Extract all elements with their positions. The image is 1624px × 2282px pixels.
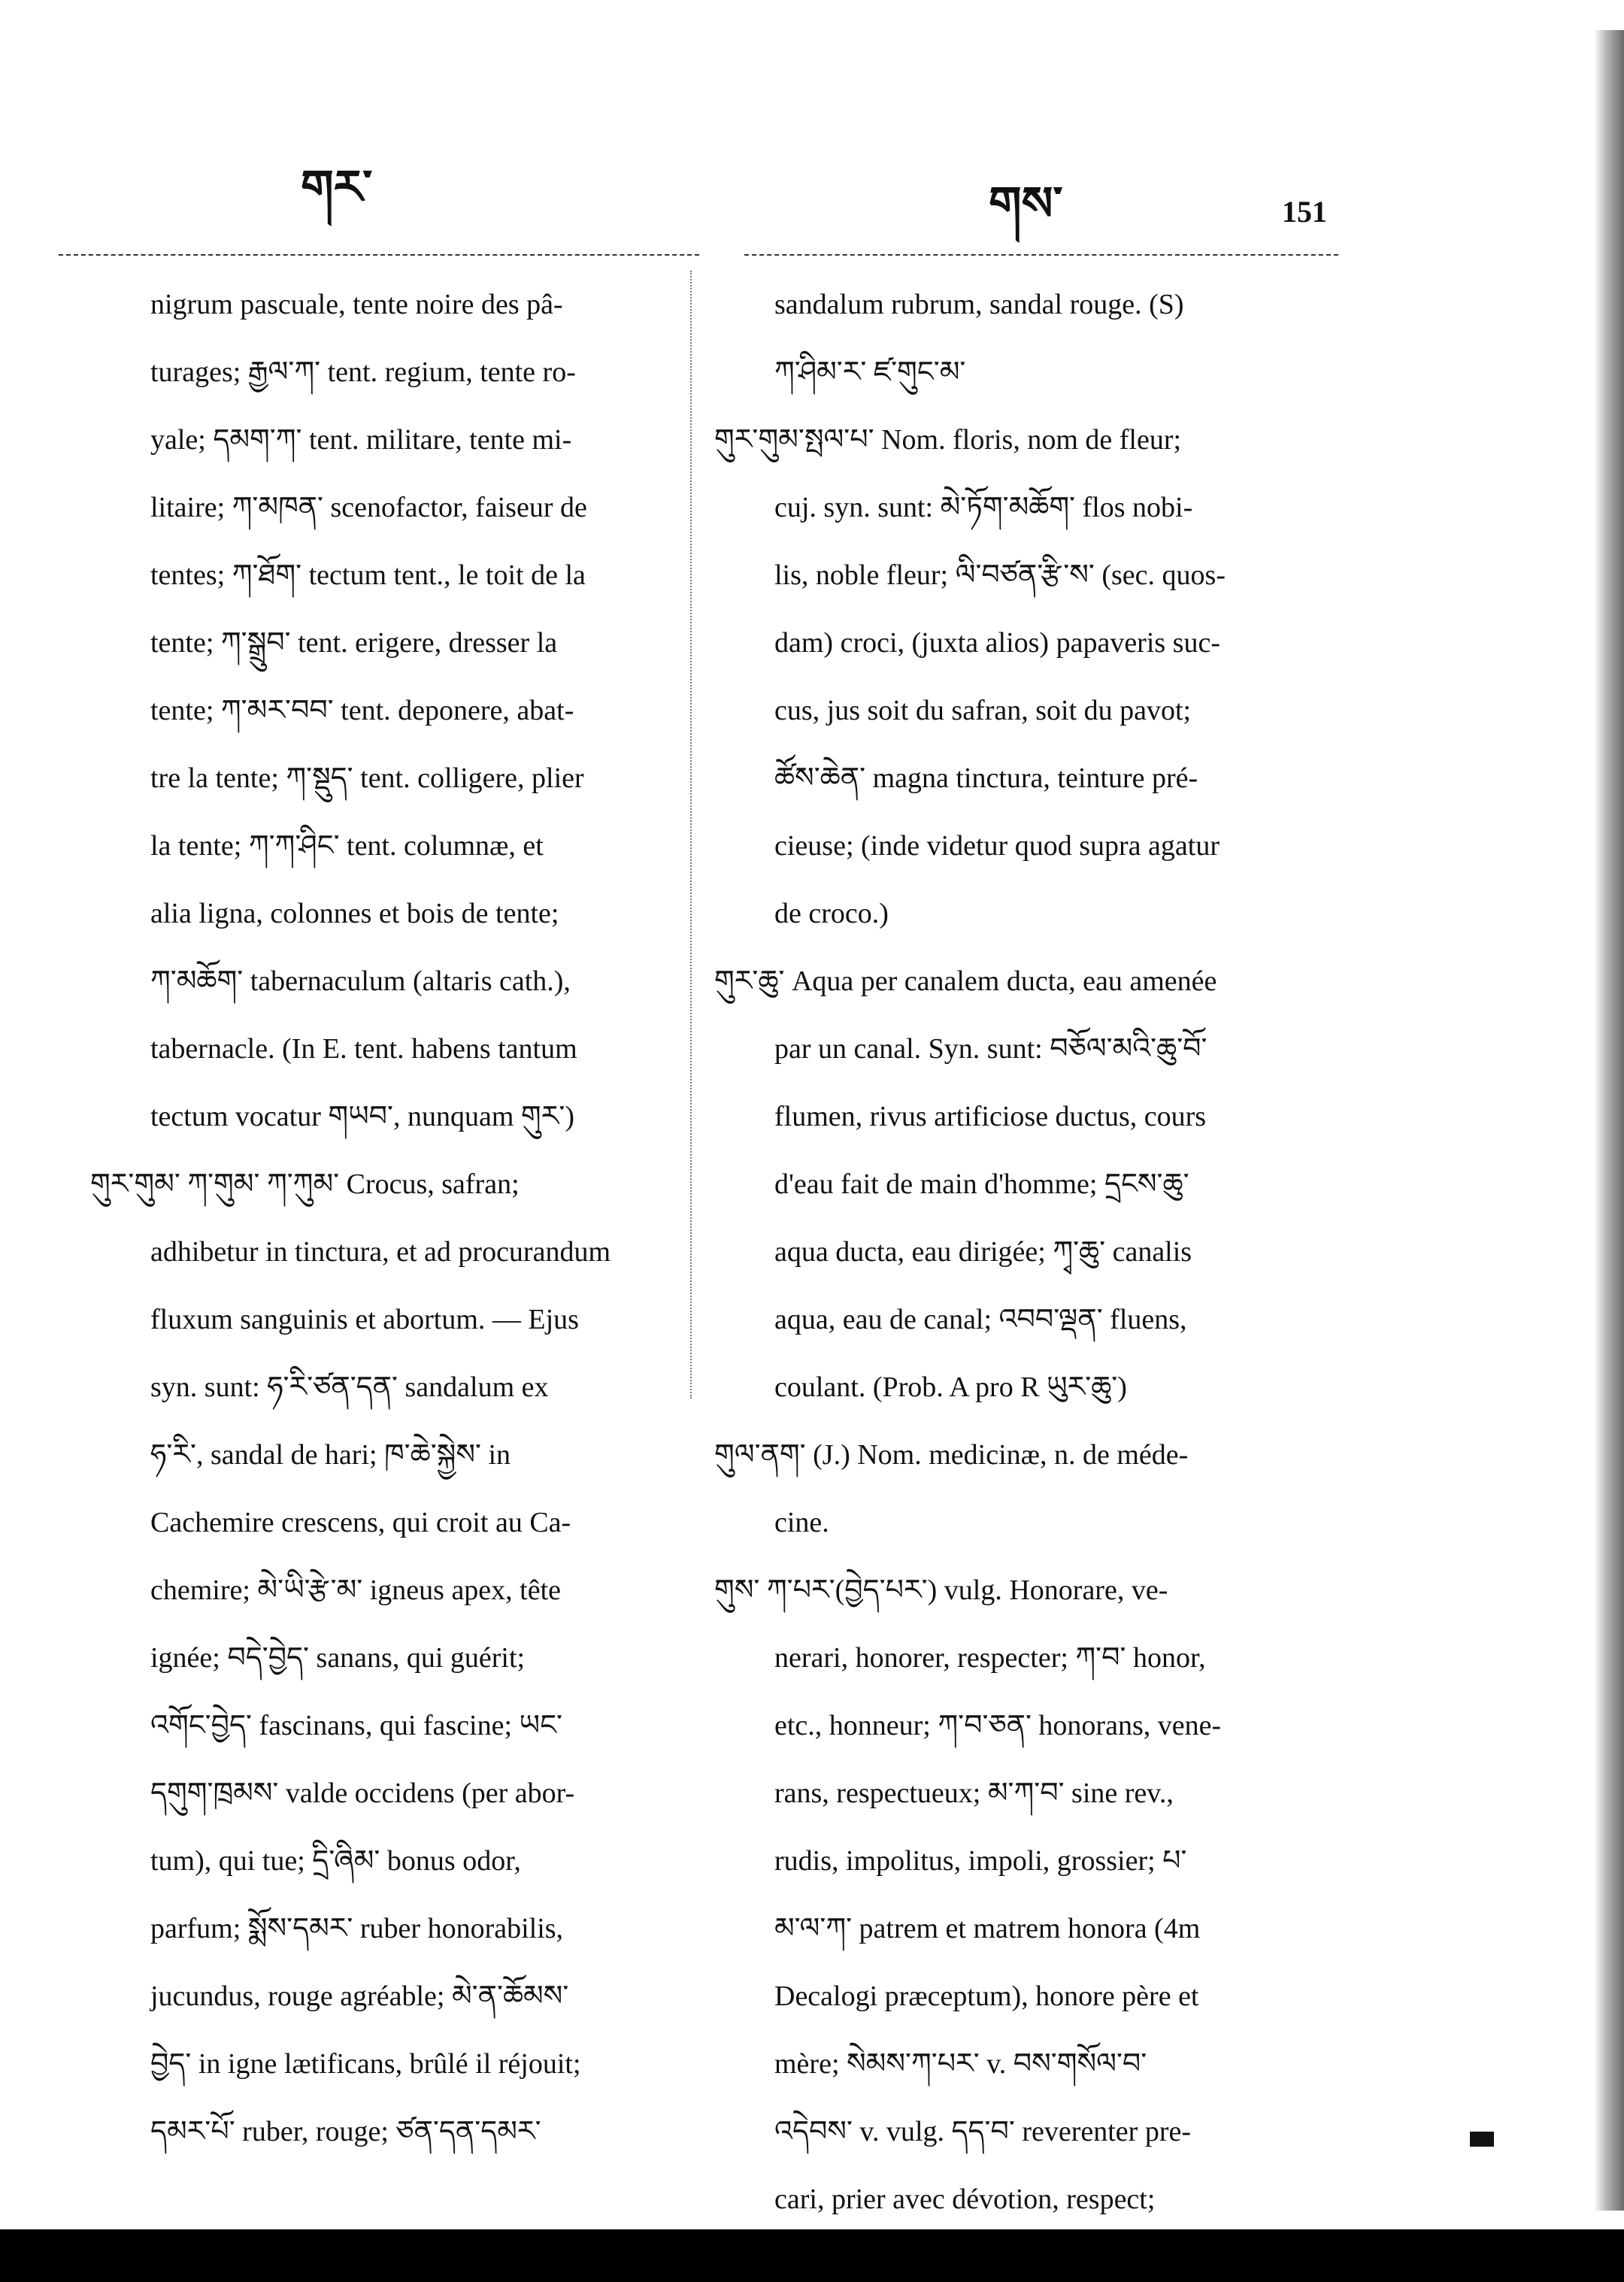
scan-bottom-bar: [0, 2229, 1624, 2282]
page-number: 151: [1282, 195, 1327, 229]
text-line: mère; སེམས་ཀ་པར་ v. བས་གསོལ་བ་: [774, 2048, 1147, 2080]
text-line: tentes; ཀ་ཐོག་ tectum tent., le toit de la: [150, 559, 586, 591]
text-line: མ་ལ་ཀ་ patrem et matrem honora (4m: [774, 1913, 1201, 1944]
text-line: བྱེད་ in igne lætificans, brûlé il réjouit;: [150, 2048, 581, 2080]
text-line: tabernacle. (In E. tent. habens tantum: [150, 1033, 577, 1065]
text-line: nigrum pascuale, tente noire des pâ-: [150, 289, 563, 320]
text-line: aqua, eau de canal; འབབ་ལྡན་ fluens,: [774, 1304, 1187, 1335]
text-line: nerari, honorer, respecter; ཀ་བ་ honor,: [774, 1642, 1206, 1674]
text-line: de croco.): [774, 898, 889, 929]
text-line: དགུག་ཁྲམས་ valde occidens (per abor-: [150, 1777, 575, 1809]
scan-edge-shadow: [1594, 30, 1624, 2211]
text-line: sandalum rubrum, sandal rouge. (S): [774, 289, 1184, 320]
text-line: གུར་གུམ་ ཀ་གུམ་ ཀ་ཀུམ་ Crocus, safran;: [90, 1168, 520, 1200]
left-column: [90, 271, 677, 2165]
header-rule-left: [59, 254, 699, 256]
text-line: cine.: [774, 1507, 829, 1538]
text-line: coulant. (Prob. A pro R ཡུར་ཆུ་): [774, 1371, 1127, 1403]
text-line: par un canal. Syn. sunt: བཅོལ་མའི་ཆུ་བོ་: [774, 1033, 1207, 1065]
text-line: ཀ་ཤིམ་ར་ ཛ་གུང་མ་: [774, 356, 966, 388]
text-line: cieuse; (inde videtur quod supra agatur: [774, 830, 1220, 862]
text-line: གུས་ ཀ་པར་(བྱེད་པར་) vulg. Honorare, ve-: [714, 1574, 1168, 1606]
headword-left: གར་: [301, 159, 373, 214]
text-line: syn. sunt: ཧ་རི་ཙན་དན་ sandalum ex: [150, 1371, 549, 1403]
text-line: tre la tente; ཀ་སྡུད་ tent. colligere, plier: [150, 762, 584, 794]
text-line: དམར་པོ་ ruber, rouge; ཙན་དན་དམར་: [150, 2116, 541, 2147]
text-line: la tente; ཀ་ཀ་ཤིང་ tent. columnæ, et: [150, 830, 544, 862]
text-line: cus, jus soit du safran, soit du pavot;: [774, 695, 1192, 726]
text-line: flumen, rivus artificiose ductus, cours: [774, 1101, 1207, 1132]
text-line: cari, prier avec dévotion, respect;: [774, 2184, 1156, 2215]
text-line: གུར་ཆུ་ Aqua per canalem ducta, eau amenée: [714, 965, 1217, 997]
text-line: dam) croci, (juxta alios) papaveris suc-: [774, 627, 1220, 659]
column-separator: [690, 271, 692, 1399]
ink-mark: [1470, 2132, 1494, 2147]
text-line: གུལ་ནག་ (J.) Nom. medicinæ, n. de méde-: [714, 1439, 1189, 1471]
text-line: rudis, impolitus, impoli, grossier; པ་: [774, 1845, 1187, 1877]
text-line: chemire; མེ་ཡི་རྩེ་མ་ igneus apex, tête: [150, 1574, 562, 1606]
text-line: tum), qui tue; དྲི་ཞིམ་ bonus odor,: [150, 1845, 521, 1877]
text-line: འདེབས་ v. vulg. དད་བ་ reverenter pre-: [774, 2116, 1192, 2147]
text-line: ཀ་མཆོག་ tabernaculum (altaris cath.),: [150, 965, 571, 997]
text-line: tente; ཀ་མར་བབ་ tent. deponere, abat-: [150, 695, 574, 726]
text-line: alia ligna, colonnes et bois de tente;: [150, 898, 559, 929]
text-line: འགོང་བྱེད་ fascinans, qui fascine; ཡང་: [150, 1710, 562, 1741]
text-line: d'eau fait de main d'homme; དྲངས་ཆུ་: [774, 1168, 1189, 1200]
text-line: adhibetur in tinctura, et ad procurandum: [150, 1236, 611, 1268]
text-line: litaire; ཀ་མཁན་ scenofactor, faiseur de: [150, 492, 587, 523]
header-rule-right: [744, 254, 1338, 256]
text-line: ignée; བདེ་བྱེད་ sanans, qui guérit;: [150, 1642, 526, 1674]
right-column: [714, 271, 1338, 2233]
headword-right: གས་: [989, 176, 1063, 231]
text-line: yale; དམག་ཀ་ tent. militare, tente mi-: [150, 424, 572, 456]
text-line: jucundus, rouge agréable; མེ་ན་ཆོམས་: [150, 1980, 569, 2012]
text-line: Cachemire crescens, qui croit au Ca-: [150, 1507, 571, 1538]
text-line: lis, noble fleur; ལི་བཙན་རྩི་ས་ (sec. quos-: [774, 559, 1226, 591]
text-line: turages; རྒྱལ་ཀ་ tent. regium, tente ro-: [150, 356, 576, 388]
text-line: fluxum sanguinis et abortum. — Ejus: [150, 1304, 579, 1335]
text-line: ཚོས་ཆེན་ magna tinctura, teinture pré-: [774, 762, 1198, 794]
text-line: rans, respectueux; མ་ཀ་བ་ sine rev.,: [774, 1777, 1174, 1809]
text-line: parfum; སྨོས་དམར་ ruber honorabilis,: [150, 1913, 564, 1944]
text-line: cuj. syn. sunt: མེ་ཏོག་མཆོག་ flos nobi-: [774, 492, 1193, 523]
text-line: Decalogi præceptum), honore père et: [774, 1980, 1199, 2012]
text-line: tectum vocatur གཡབ་, nunquam གུར་): [150, 1101, 574, 1132]
text-line: etc., honneur; ཀ་བ་ཅན་ honorans, vene-: [774, 1710, 1222, 1741]
text-line: tente; ཀ་སྒྲུབ་ tent. erigere, dresser la: [150, 627, 558, 659]
text-line: གུར་གུམ་སྤལ་པ་ Nom. floris, nom de fleur;: [714, 424, 1182, 456]
text-line: aqua ducta, eau dirigée; ཀྭ་ཆུ་ canalis: [774, 1236, 1192, 1268]
text-line: ཧ་རི་, sandal de hari; ཁ་ཆེ་སྐྱེས་ in: [150, 1439, 511, 1471]
